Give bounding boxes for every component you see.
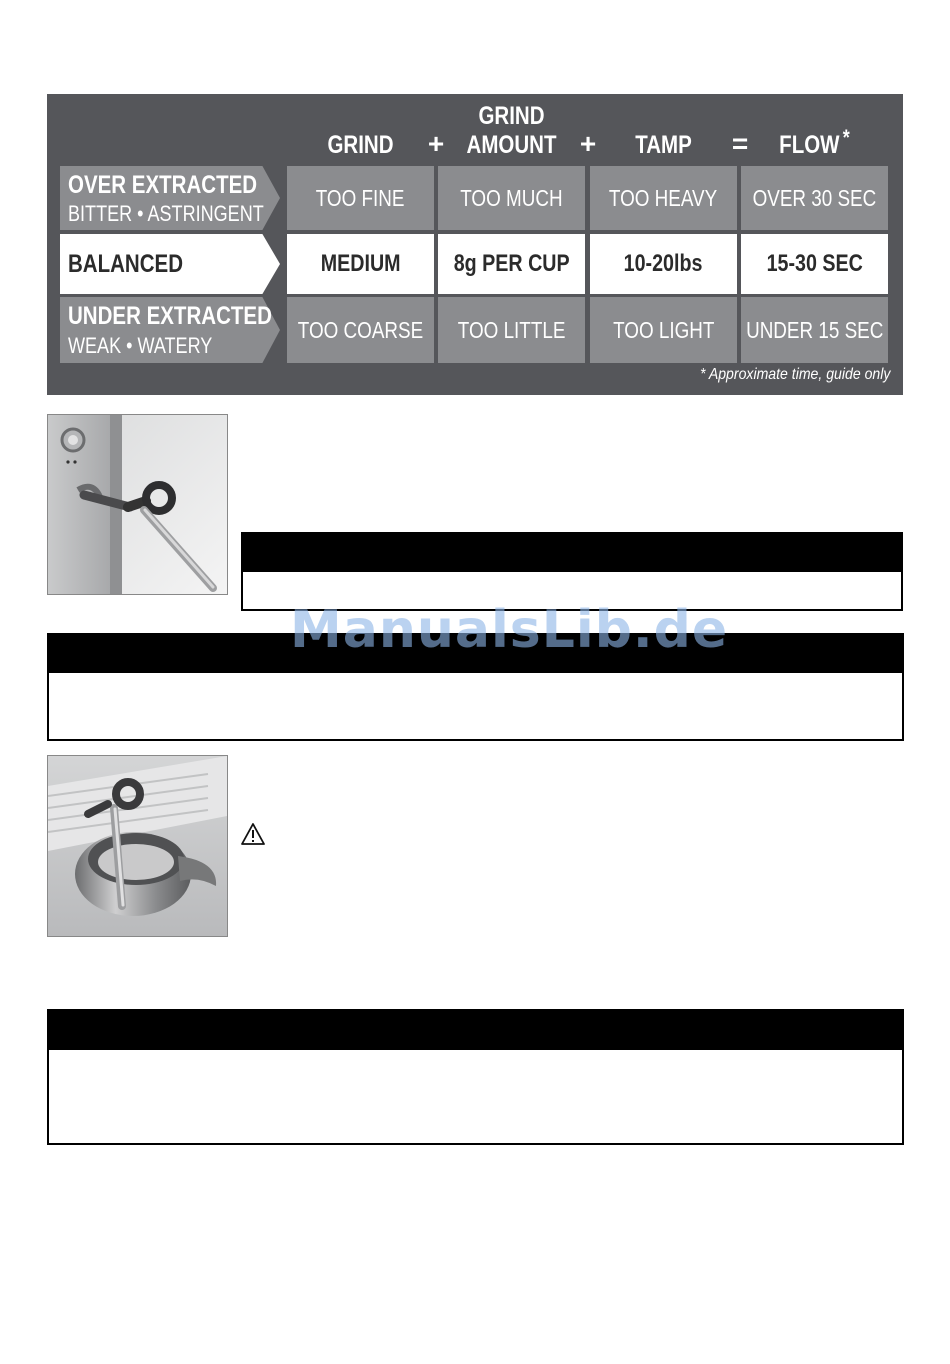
cell-balanced-grind: MEDIUM [287, 234, 434, 294]
header-tamp: TAMP [635, 131, 692, 159]
notice-box-3-header-bar [49, 1011, 902, 1050]
cell-under-amount: TOO LITTLE [438, 297, 585, 363]
footnote: * Approximate time, guide only [699, 366, 890, 383]
watermark: ManualsLib.de [290, 600, 729, 660]
cell-over-flow: OVER 30 SEC [741, 166, 888, 230]
row-label-over-extracted [60, 166, 280, 230]
header-grind-top: GRIND [478, 102, 545, 130]
operator-plus-1: + [427, 128, 445, 159]
notice-box-1-header-bar [243, 534, 901, 572]
row-label-under-extracted [60, 297, 280, 363]
cell-under-grind: TOO COARSE [287, 297, 434, 363]
header-grind: GRIND [327, 131, 394, 159]
header-flow-star: * [842, 125, 850, 150]
operator-plus-2: + [579, 128, 597, 159]
header-flow-label: FLOW [779, 131, 840, 159]
row-label-main: BALANCED [68, 250, 184, 278]
operator-equals: = [731, 128, 749, 159]
header-amount: AMOUNT [466, 131, 557, 159]
row-label-sub: WEAK • WATERY [68, 333, 213, 358]
row-label-main: UNDER EXTRACTED [68, 302, 272, 330]
cell-over-grind: TOO FINE [287, 166, 434, 230]
cell-over-tamp: TOO HEAVY [590, 166, 737, 230]
cell-under-tamp: TOO LIGHT [590, 297, 737, 363]
notice-box-3 [47, 1009, 904, 1145]
row-label-balanced [60, 234, 280, 294]
extraction-guide-panel [47, 94, 903, 395]
cell-over-amount: TOO MUCH [438, 166, 585, 230]
steam-wand-photo [47, 414, 228, 595]
cell-balanced-tamp: 10-20lbs [590, 234, 737, 294]
row-label-main: OVER EXTRACTED [68, 171, 258, 199]
cell-balanced-flow: 15-30 SEC [741, 234, 888, 294]
cell-under-flow: UNDER 15 SEC [741, 297, 888, 363]
milk-jug-photo [47, 755, 228, 937]
row-label-sub: BITTER • ASTRINGENT [68, 201, 264, 226]
header-flow [754, 125, 875, 160]
warning-triangle-icon [240, 822, 266, 846]
cell-balanced-amount: 8g PER CUP [438, 234, 585, 294]
